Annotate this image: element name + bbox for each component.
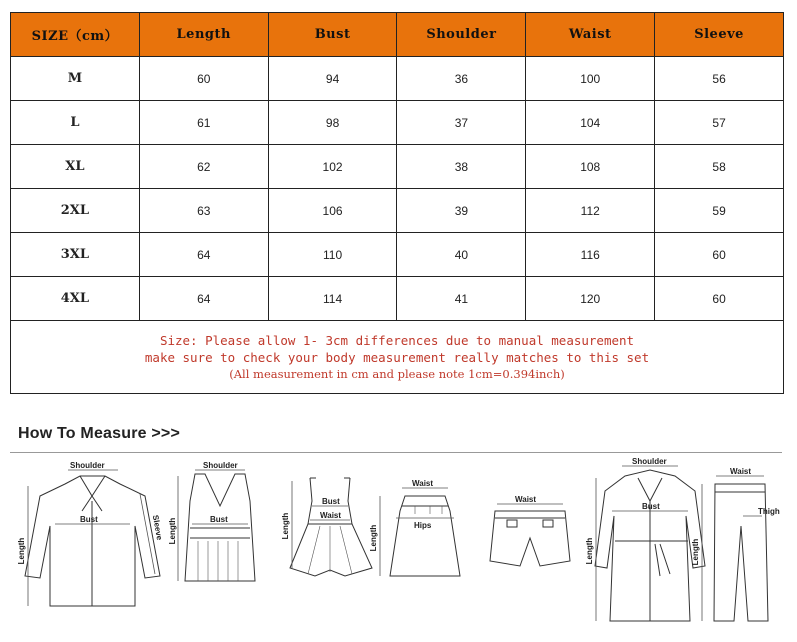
coat-icon <box>595 466 705 621</box>
sleeve-cell: 60 <box>655 233 784 277</box>
skirt-waist-label: Waist <box>412 479 434 488</box>
waist-cell: 108 <box>526 145 655 189</box>
shoulder-cell: 39 <box>397 189 526 233</box>
tank-shoulder-label: Shoulder <box>203 461 238 470</box>
note-line-3: (All measurement in cm and please note 1cm=0.394inch) <box>229 366 565 381</box>
length-cell: 63 <box>139 189 268 233</box>
measurement-figures <box>10 456 790 636</box>
bust-cell: 98 <box>268 101 397 145</box>
sleeve-cell: 60 <box>655 277 784 321</box>
blouse-shoulder-label: Shoulder <box>70 461 105 470</box>
sleeve-cell: 58 <box>655 145 784 189</box>
header-shoulder: Shoulder <box>397 13 526 57</box>
length-cell: 61 <box>139 101 268 145</box>
measurement-note <box>11 321 784 394</box>
length-cell: 62 <box>139 145 268 189</box>
shoulder-cell: 38 <box>397 145 526 189</box>
size-cell: XL <box>11 145 140 189</box>
waist-cell: 104 <box>526 101 655 145</box>
table-row <box>11 145 784 189</box>
sleeve-cell: 59 <box>655 189 784 233</box>
shoulder-cell: 40 <box>397 233 526 277</box>
header-bust: Bust <box>268 13 397 57</box>
bust-cell: 110 <box>268 233 397 277</box>
blouse-sleeve-label: Sleeve <box>150 514 165 541</box>
bust-cell: 94 <box>268 57 397 101</box>
section-divider <box>10 452 782 453</box>
skirt-length-label: Length <box>369 524 378 552</box>
bust-cell: 114 <box>268 277 397 321</box>
length-cell: 64 <box>139 233 268 277</box>
table-header-row <box>11 13 784 57</box>
trousers-length-label: Length <box>691 538 700 566</box>
length-cell: 64 <box>139 277 268 321</box>
note-row <box>11 321 784 394</box>
skirt-icon <box>380 488 460 576</box>
table-row <box>11 233 784 277</box>
size-cell: 2XL <box>11 189 140 233</box>
shoulder-cell: 41 <box>397 277 526 321</box>
how-to-measure-title: How To Measure >>> <box>18 425 181 442</box>
tank-length-label: Length <box>168 517 177 545</box>
size-cell: L <box>11 101 140 145</box>
coat-shoulder-label: Shoulder <box>632 457 667 466</box>
shoulder-cell: 36 <box>397 57 526 101</box>
waist-cell: 116 <box>526 233 655 277</box>
dress-bust-label: Bust <box>322 497 340 506</box>
bust-cell: 102 <box>268 145 397 189</box>
skirt-hips-label: Hips <box>414 521 432 530</box>
blouse-bust-label: Bust <box>80 515 98 524</box>
tank-bust-label: Bust <box>210 515 228 524</box>
length-cell: 60 <box>139 57 268 101</box>
header-size: SIZE（cm） <box>11 13 140 57</box>
table-row <box>11 57 784 101</box>
sleeve-cell: 56 <box>655 57 784 101</box>
header-length: Length <box>139 13 268 57</box>
note-line-1: Size: Please allow 1- 3cm differences due to manual measurement <box>159 332 635 348</box>
trousers-thigh-label: Thigh <box>758 507 780 516</box>
size-cell: M <box>11 57 140 101</box>
dress-icon <box>290 478 372 576</box>
blouse-length-label: Length <box>17 537 26 565</box>
table-row <box>11 277 784 321</box>
table-row <box>11 101 784 145</box>
bust-cell: 106 <box>268 189 397 233</box>
trousers-icon <box>702 476 768 621</box>
waist-cell: 112 <box>526 189 655 233</box>
note-line-2: make sure to check your body measurement really matches to this set <box>144 349 650 365</box>
dress-length-label: Length <box>281 512 290 540</box>
size-cell: 3XL <box>11 233 140 277</box>
sleeve-cell: 57 <box>655 101 784 145</box>
size-chart-table <box>10 12 784 394</box>
shorts-icon <box>490 504 570 566</box>
header-sleeve: Sleeve <box>655 13 784 57</box>
waist-cell: 120 <box>526 277 655 321</box>
header-waist: Waist <box>526 13 655 57</box>
size-cell: 4XL <box>11 277 140 321</box>
table-row <box>11 189 784 233</box>
dress-waist-label: Waist <box>320 511 342 520</box>
shorts-waist-label: Waist <box>515 495 537 504</box>
tank-top-icon <box>178 470 255 581</box>
waist-cell: 100 <box>526 57 655 101</box>
trousers-waist-label: Waist <box>730 467 752 476</box>
coat-length-label: Length <box>585 537 594 565</box>
coat-bust-label: Bust <box>642 502 660 511</box>
shoulder-cell: 37 <box>397 101 526 145</box>
blouse-icon <box>25 470 160 606</box>
